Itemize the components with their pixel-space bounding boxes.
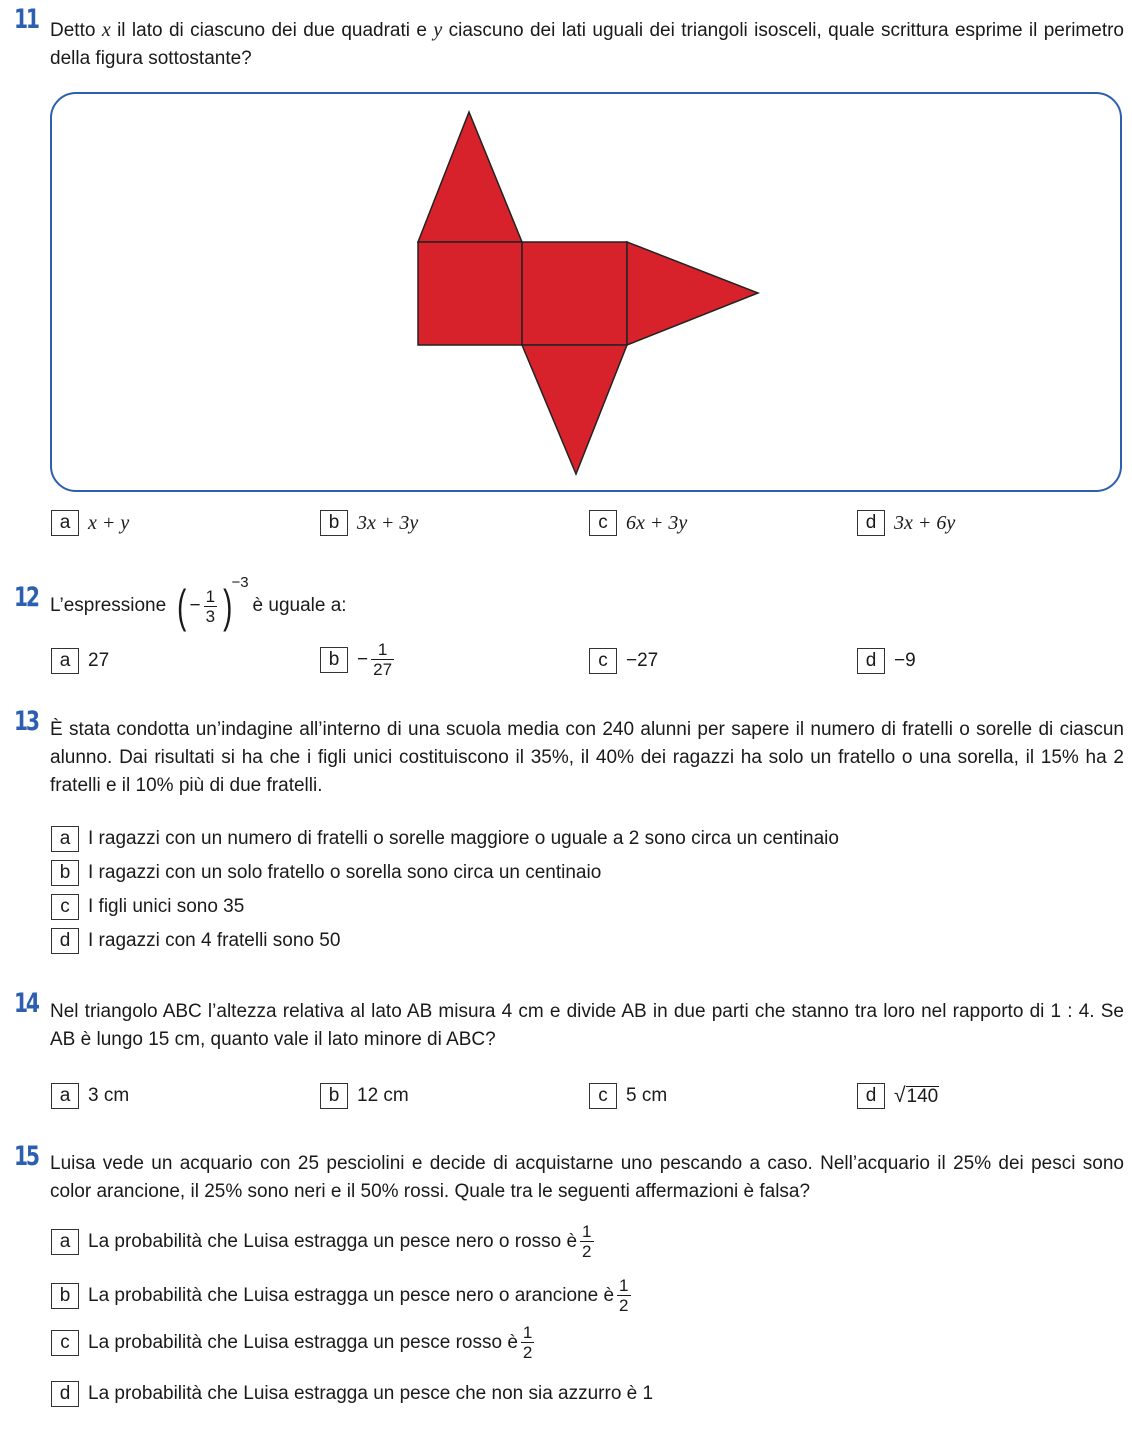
option-letter: c <box>589 510 617 536</box>
q11-option-d[interactable] <box>857 510 955 536</box>
q12-option-b[interactable] <box>320 640 397 679</box>
fraction <box>617 1276 630 1315</box>
q11-option-c[interactable] <box>589 510 687 536</box>
question-15-text: Luisa vede un acquario con 25 pesciolini e decide di acquistarne uno pescando a caso. Nell’acquario il 25% dei pesci sono color arancione, il 25% sono neri e il 50% rossi. Quale tra le seguenti affermazioni è falsa? <box>50 1153 1124 1202</box>
question-number-15: 15 <box>14 1141 38 1172</box>
denominator: 2 <box>619 1296 629 1315</box>
question-number-14: 14 <box>14 988 38 1019</box>
option-letter: a <box>51 826 79 852</box>
option-letter: a <box>51 648 79 674</box>
option-letter: b <box>51 860 79 886</box>
option-value: I figli unici sono 35 <box>88 896 245 917</box>
q11-text-part: il lato di ciascuno dei due quadrati e <box>110 20 434 41</box>
option-value: x + y <box>88 511 130 534</box>
option-letter: c <box>51 1330 79 1356</box>
option-letter: d <box>51 928 79 954</box>
radicand: 140 <box>906 1086 939 1107</box>
option-value: I ragazzi con un solo fratello o sorella sono circa un centinaio <box>88 862 602 883</box>
option-value: 27 <box>88 650 110 671</box>
q12-option-d[interactable] <box>857 648 916 674</box>
q14-option-b[interactable] <box>320 1083 409 1109</box>
denominator: 2 <box>522 1343 533 1362</box>
option-value: 3x + 3y <box>357 511 419 534</box>
option-value: La probabilità che Luisa estragga un pesce rosso è <box>88 1331 518 1353</box>
triangle-bottom <box>522 345 627 474</box>
var-x: x <box>101 19 111 41</box>
option-letter: d <box>857 510 885 536</box>
option-value: −9 <box>894 650 916 671</box>
triangle-top <box>418 112 522 242</box>
q12-option-c[interactable] <box>589 648 658 674</box>
right-paren: ) <box>223 580 233 632</box>
square-right <box>522 242 627 345</box>
q12-option-a[interactable] <box>51 648 109 674</box>
option-value: 12 cm <box>357 1085 409 1106</box>
option-letter: b <box>320 510 348 536</box>
fraction <box>371 640 394 679</box>
option-letter: d <box>51 1381 79 1407</box>
question-14-text: Nel triangolo ABC l’altezza relativa al lato AB misura 4 cm e divide AB in due parti che stanno tra loro nel rapporto di 1 : 4. Se AB è lungo 15 cm, quanto vale il lato minore di ABC? <box>50 1001 1124 1050</box>
numerator: 1 <box>522 1323 533 1342</box>
net-figure <box>0 0 1132 500</box>
option-value: La probabilità che Luisa estragga un pesce nero o rosso è <box>88 1230 578 1252</box>
fraction <box>204 587 217 626</box>
numerator: 1 <box>619 1276 629 1295</box>
question-12-text <box>50 574 347 634</box>
option-value: 6x + 3y <box>626 511 688 534</box>
question-number-12: 12 <box>14 582 38 613</box>
fraction <box>580 1222 593 1261</box>
option-letter: a <box>51 1229 79 1255</box>
option-letter: c <box>589 648 617 674</box>
option-value: 3x + 6y <box>894 511 956 534</box>
option-value: 3 cm <box>88 1085 130 1106</box>
option-letter: c <box>51 894 79 920</box>
option-letter: b <box>51 1283 79 1309</box>
q15-option-d[interactable] <box>51 1381 653 1407</box>
q14-option-a[interactable] <box>51 1083 129 1109</box>
numerator: 1 <box>377 640 388 659</box>
option-letter: d <box>857 648 885 674</box>
q11-text-part: ciascuno dei lati uguali dei triangoli isosceli, quale scrittura esprime il perimetro della figura sottostante? <box>50 20 1124 69</box>
q13-option-a[interactable] <box>51 826 839 852</box>
triangle-right <box>627 242 758 345</box>
option-value: La probabilità che Luisa estragga un pesce nero o arancione è <box>88 1284 615 1306</box>
q15-option-c[interactable] <box>51 1323 537 1362</box>
q14-option-d[interactable] <box>857 1083 939 1109</box>
numerator: 1 <box>205 586 216 606</box>
q12-text-post: è uguale a: <box>252 595 347 616</box>
left-paren: ( <box>177 580 187 632</box>
q14-option-c[interactable] <box>589 1083 667 1109</box>
fraction <box>521 1323 534 1362</box>
q13-option-d[interactable] <box>51 928 340 954</box>
option-value: 5 cm <box>626 1085 668 1106</box>
q11-text-part: Detto <box>50 20 102 41</box>
q15-option-b[interactable] <box>51 1276 634 1315</box>
option-letter: d <box>857 1083 885 1109</box>
q11-option-b[interactable] <box>320 510 418 536</box>
q13-option-c[interactable] <box>51 894 244 920</box>
option-letter: a <box>51 1083 79 1109</box>
question-number-11: 11 <box>14 4 38 35</box>
option-letter: b <box>320 1083 348 1109</box>
square-root <box>894 1085 939 1107</box>
question-number-13: 13 <box>14 706 38 737</box>
q12-text-pre: L’espressione <box>50 595 167 616</box>
question-13-text: È stata condotta un’indagine all’interno di una scuola media con 240 alunni per sapere il numero di fratelli o sorelle di ciascun alunno. Dai risultati si ha che i figli unici costituiscono il 35%, il 40% dei ragazzi ha solo un fratello o una sorella, il 15% ha 2 fratelli e il 10% più di due fratelli. <box>50 719 1124 796</box>
denominator: 3 <box>205 606 216 626</box>
minus-sign: − <box>357 648 369 670</box>
var-y: y <box>433 19 443 41</box>
option-letter: b <box>320 647 348 673</box>
q13-option-b[interactable] <box>51 860 601 886</box>
minus-sign: − <box>189 595 201 616</box>
option-value: I ragazzi con un numero di fratelli o sorelle maggiore o uguale a 2 sono circa un centinaio <box>88 828 839 849</box>
exponent: −3 <box>231 574 249 591</box>
numerator: 1 <box>582 1222 592 1241</box>
option-letter: c <box>589 1083 617 1109</box>
option-value: −27 <box>626 650 659 671</box>
option-letter: a <box>51 510 79 536</box>
denominator: 2 <box>582 1242 592 1261</box>
radical-sign-icon: √ <box>894 1084 906 1107</box>
option-value: La probabilità che Luisa estragga un pesce che non sia azzurro è 1 <box>88 1383 654 1404</box>
square-left <box>418 242 522 345</box>
denominator: 27 <box>373 660 393 679</box>
q15-option-a[interactable] <box>51 1222 597 1261</box>
option-value: I ragazzi con 4 fratelli sono 50 <box>88 930 341 951</box>
q11-option-a[interactable] <box>51 510 129 536</box>
